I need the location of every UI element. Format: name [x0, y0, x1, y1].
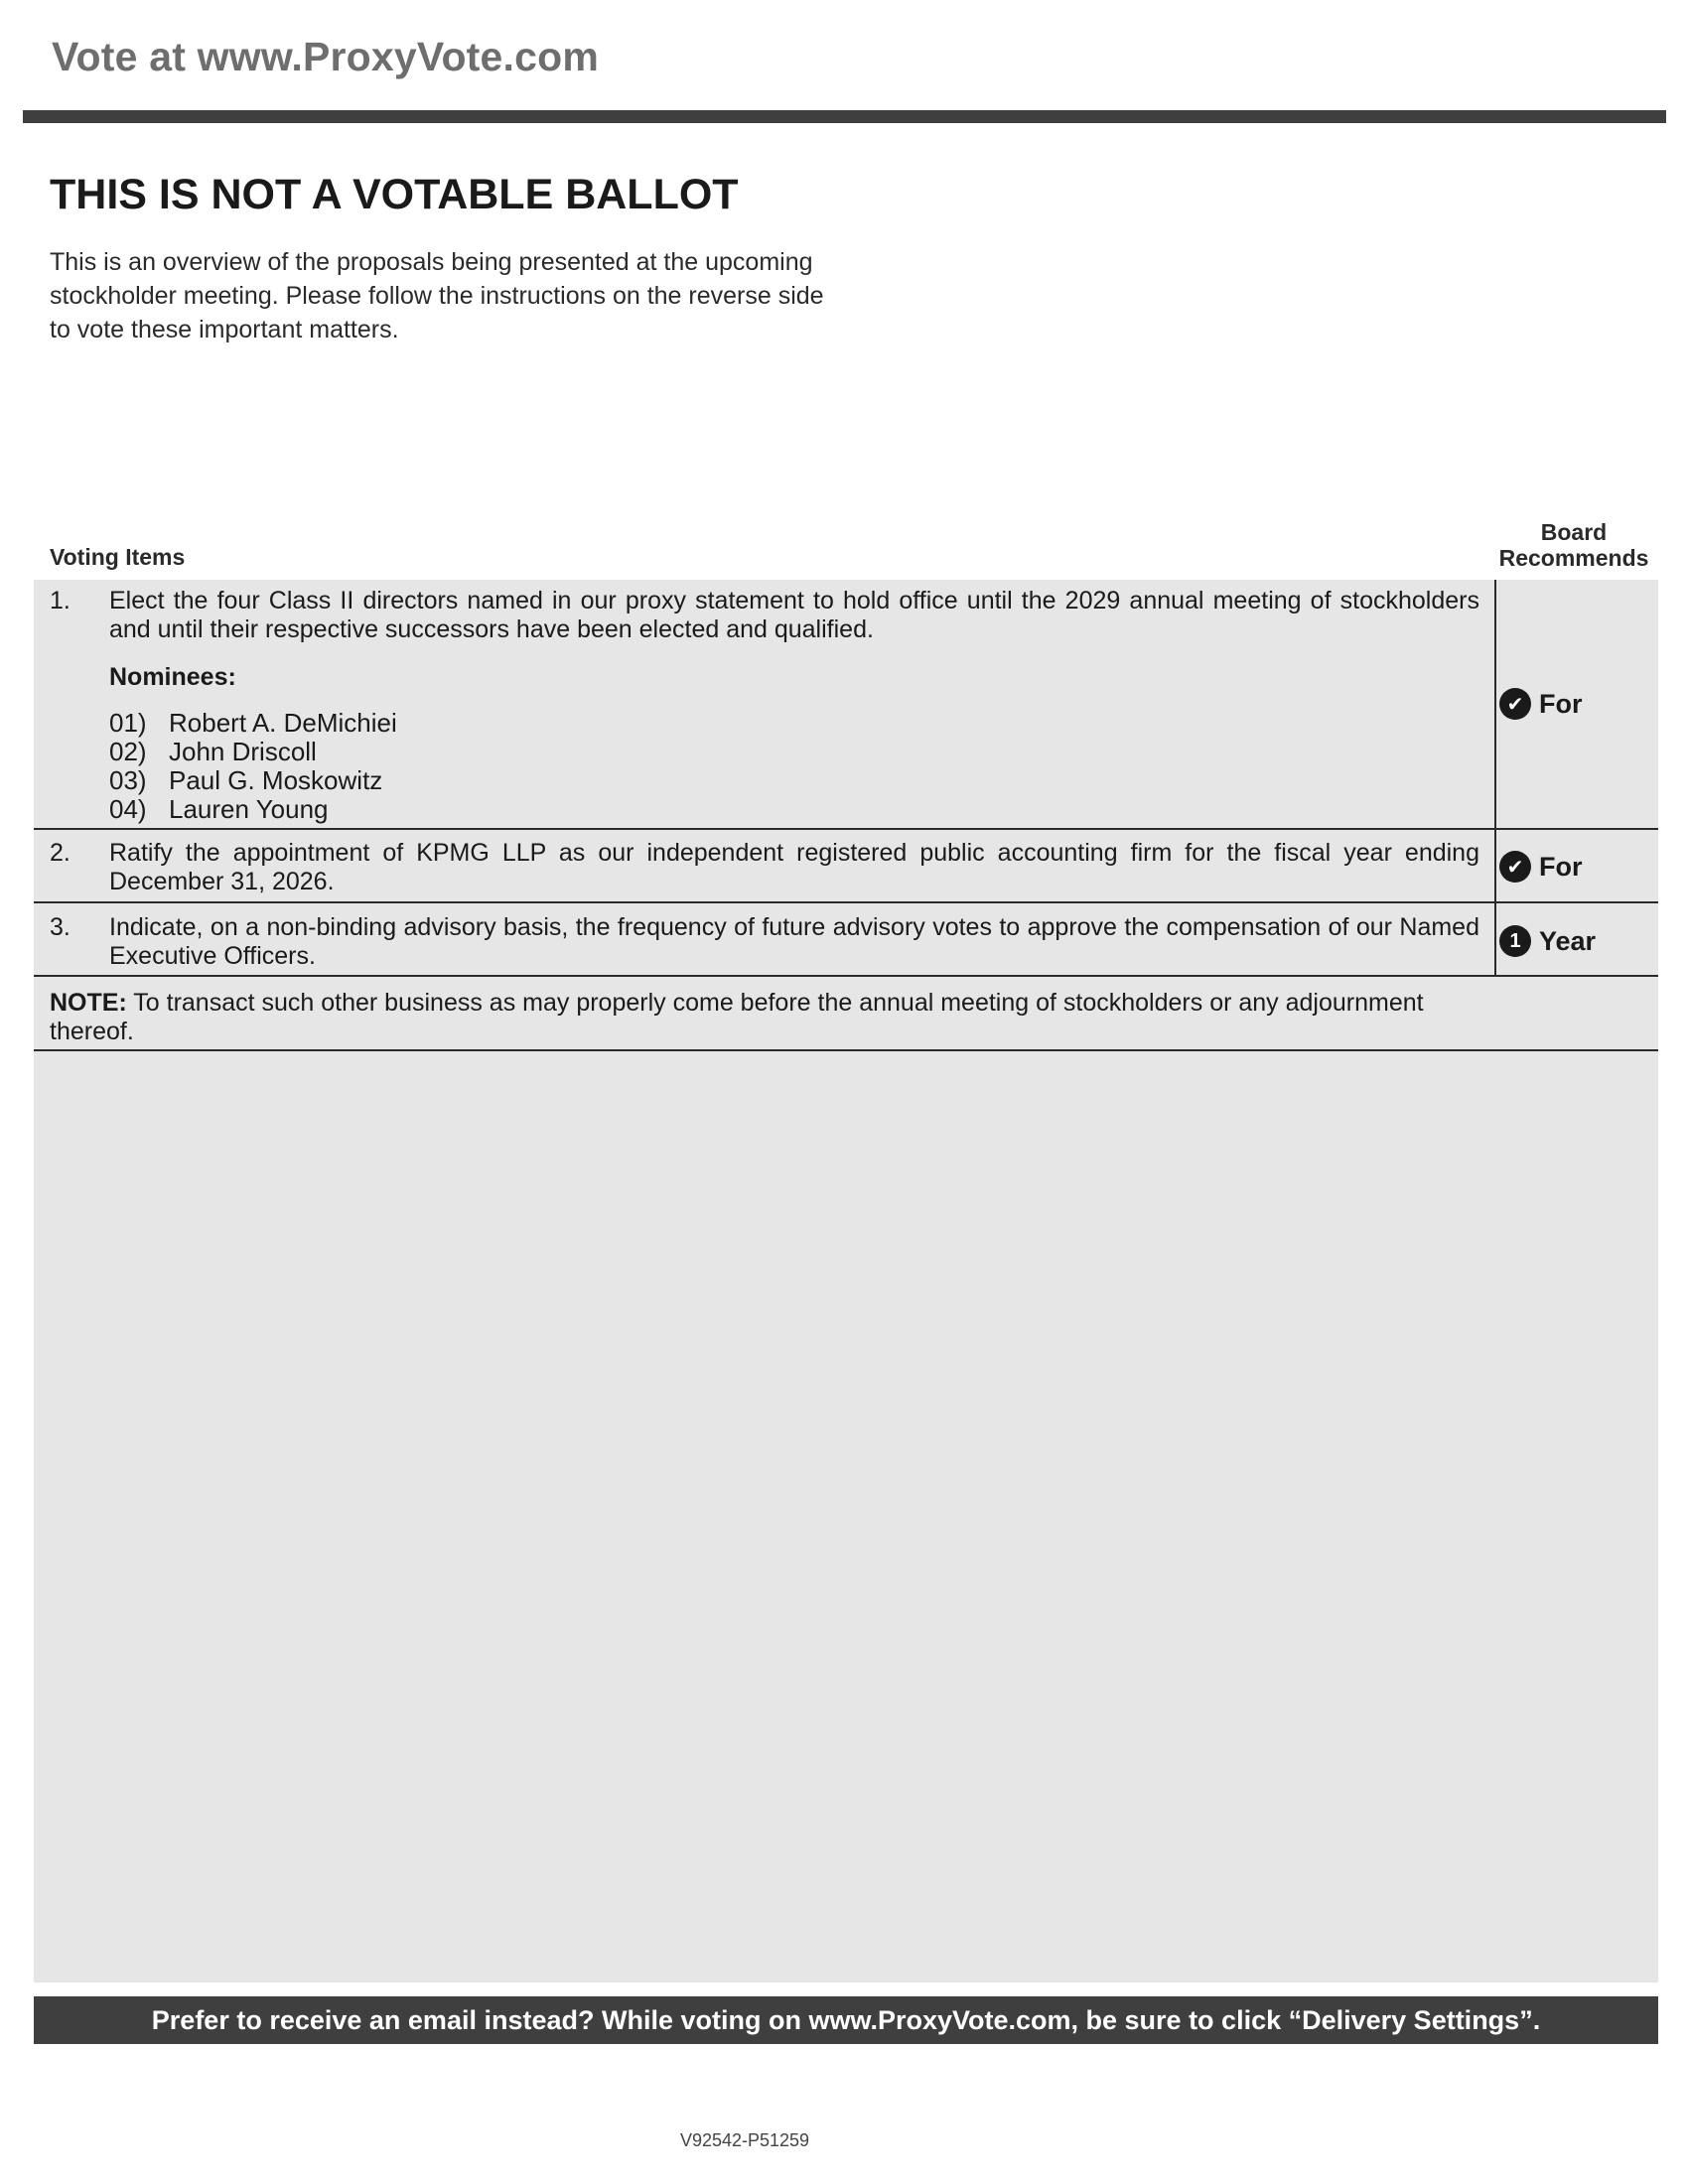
note-text: To transact such other business as may properly come before the annual meeting of stockholders or any adjournment thereof.: [50, 989, 1424, 1045]
nominee-code: 01): [109, 708, 147, 738]
nominee-name: Paul G. Moskowitz: [169, 765, 383, 795]
item-number: 2.: [50, 839, 70, 867]
nominee-item: [109, 766, 382, 795]
site-title: Vote at www.ProxyVote.com: [52, 34, 600, 79]
item-number: 3.: [50, 913, 70, 941]
note-label: NOTE:: [50, 989, 127, 1017]
intro-text: This is an overview of the proposals being presented at the upcoming stockholder meeting. Please follow the instructions on the reverse side to vote these important matters.: [50, 248, 824, 343]
item-text: Indicate, on a non-binding advisory basis, the frequency of future advisory votes to approve the compensation of our Named Executive Officers.: [109, 913, 1479, 970]
table-column-divider: [1494, 580, 1496, 975]
nominee-name: Robert A. DeMichiei: [169, 708, 397, 738]
recommendation-label: For: [1539, 688, 1583, 719]
header-rule: [23, 110, 1666, 123]
board-recommendation: [1499, 851, 1583, 883]
number-one-circle-icon: 1: [1499, 925, 1531, 957]
nominee-name: Lauren Young: [169, 794, 329, 824]
column-header-voting-items: Voting Items: [50, 544, 186, 570]
recommendation-label: For: [1539, 851, 1583, 882]
row-divider: [34, 975, 1658, 977]
nominee-name: John Driscoll: [169, 737, 317, 766]
check-circle-icon: ✔: [1499, 688, 1531, 720]
nominee-item: [109, 795, 329, 824]
row-divider: [34, 901, 1658, 903]
page-title: THIS IS NOT A VOTABLE BALLOT: [50, 171, 739, 218]
nominees-label: Nominees:: [109, 663, 236, 691]
board-recommendation: [1499, 688, 1583, 720]
note: [50, 989, 1479, 1046]
item-text: Elect the four Class II directors named in our proxy statement to hold office until the 2029 annual meeting of stockholders and until their respective successors have been elected and qualified.: [109, 587, 1479, 643]
nominee-code: 03): [109, 765, 147, 795]
recommendation-label: Year: [1539, 925, 1597, 956]
document-code: V92542-P51259: [679, 2130, 810, 2150]
nominee-item: [109, 709, 397, 738]
item-number: 1.: [50, 587, 70, 614]
row-divider: [34, 828, 1658, 830]
nominee-item: [109, 738, 317, 766]
check-circle-icon: ✔: [1499, 851, 1531, 883]
board-recommendation: [1499, 925, 1596, 957]
nominee-code: 02): [109, 737, 147, 766]
nominee-code: 04): [109, 794, 147, 824]
column-header-board-recommends: Board Recommends: [1498, 519, 1649, 571]
email-delivery-banner: Prefer to receive an email instead? While voting on www.ProxyVote.com, be sure to click “Delivery Settings”.: [34, 1996, 1658, 2044]
item-text: Ratify the appointment of KPMG LLP as our independent registered public accounting firm for the fiscal year ending December 31, 2026.: [109, 839, 1479, 895]
row-divider: [34, 1049, 1658, 1051]
